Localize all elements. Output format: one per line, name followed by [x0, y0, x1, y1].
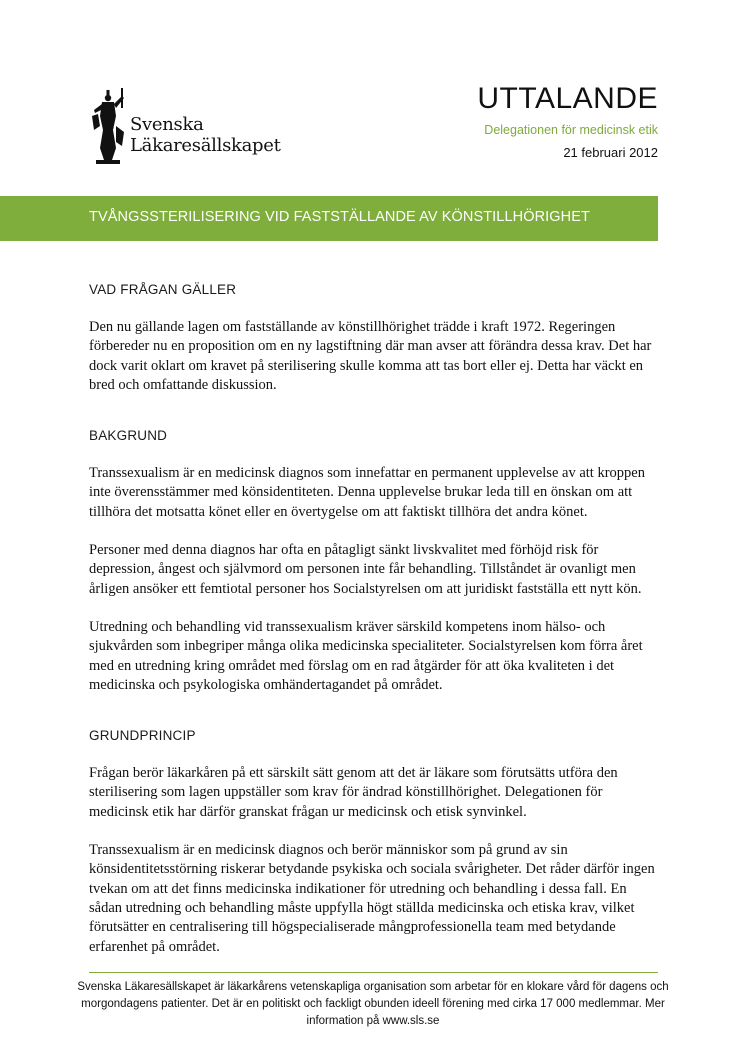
statue-logo-icon — [86, 86, 130, 166]
paragraph: Transsexualism är en medicinsk diagnos som innefattar en permanent upplevelse av att kroppen inte överensstämmer med könsidentiteten. Denna upplevelse brukar leda till en önskan om att tillhöra det motsatta könet eller en övertygelse om att faktiskt tillhöra det andra könet. — [89, 465, 645, 520]
section-vad-fragan-galler — [89, 282, 659, 395]
delegation-name: Delegationen för medicinsk etik — [484, 123, 658, 137]
section-heading: GRUNDPRINCIP — [89, 728, 196, 744]
logo-line-2: Läkaresällskapet — [130, 135, 281, 156]
paragraph: Personer med denna diagnos har ofta en påtagligt sänkt livskvalitet med förhöjd risk för depression, ångest och självmord om personen inte får behandling. Tillståndet är ovanligt men årligen ansöker ett femtiotal personer hos Socialstyrelsen om att juridiskt fastställa ett nytt kön. — [89, 542, 642, 597]
logo-wordmark — [130, 114, 281, 156]
paragraph: Transsexualism är en medicinsk diagnos och berör människor som på grund av sin könsidentitetsstörning riskerar betydande psykiska och sociala svårigheter. Det råder därför ingen tvekan om att det finns medicinska indikationer för utredning och behandling i dessa fall. En sådan utredning och behandling måste uppfylla högt ställda medicinska och etiska krav, vilket förutsätter en centralisering till högspecialiserade mångprofessionella team med betydande erfarenhet på området. — [89, 842, 655, 955]
document-date: 21 februari 2012 — [563, 145, 658, 160]
main-content — [89, 282, 659, 990]
section-heading: VAD FRÅGAN GÄLLER — [89, 282, 237, 297]
paragraph: Frågan berör läkarkåren på ett särskilt sätt genom att det är läkare som förutsätts utföra den sterilisering som lagen uppställer som krav för ändrad könstillhörighet. Delegationen för medicinsk etik har därför granskat frågan ur medicinsk och etisk synvinkel. — [89, 765, 618, 820]
section-heading: BAKGRUND — [89, 428, 168, 444]
footer-divider — [89, 972, 658, 973]
paragraph: Utredning och behandling vid transsexualism kräver särskild kompetens inom hälso- och sjukvården som inbegriper många olika medicinska specialiteter. Socialstyrelsen kom förra året med en utredning kring området med förslag om en rad åtgärder för att öka kvaliteten i det medicinska och psykologiska omhändertagandet på området. — [89, 618, 643, 693]
footer-text: Svenska Läkaresällskapet är läkarkårens vetenskapliga organisation som arbetar för en klokare vård för dagens och morgondagens patienter. Det är en politiskt och fackligt obunden ideell förening med cirka 17 000 medlemmar. Mer information på www.sls.se — [77, 981, 669, 1027]
title-banner — [0, 196, 658, 241]
logo — [86, 86, 286, 166]
section-grundprincip — [89, 728, 659, 957]
document-type: UTTALANDE — [477, 82, 658, 115]
section-bakgrund — [89, 428, 659, 695]
document-title: TVÅNGSSTERILISERING VID FASTSTÄLLANDE AV KÖNSTILLHÖRIGHET — [89, 209, 590, 225]
logo-line-1: Svenska — [130, 114, 204, 135]
paragraph: Den nu gällande lagen om fastställande av könstillhörighet trädde i kraft 1972. Regeringen förbereder nu en proposition om en ny lagstiftning där man avser att förändra dessa krav. Det har dock varit oklart om kravet på sterilisering skulle komma att tas bort eller ej. Detta har väckt en bred och omfattande diskussion. — [89, 319, 652, 393]
